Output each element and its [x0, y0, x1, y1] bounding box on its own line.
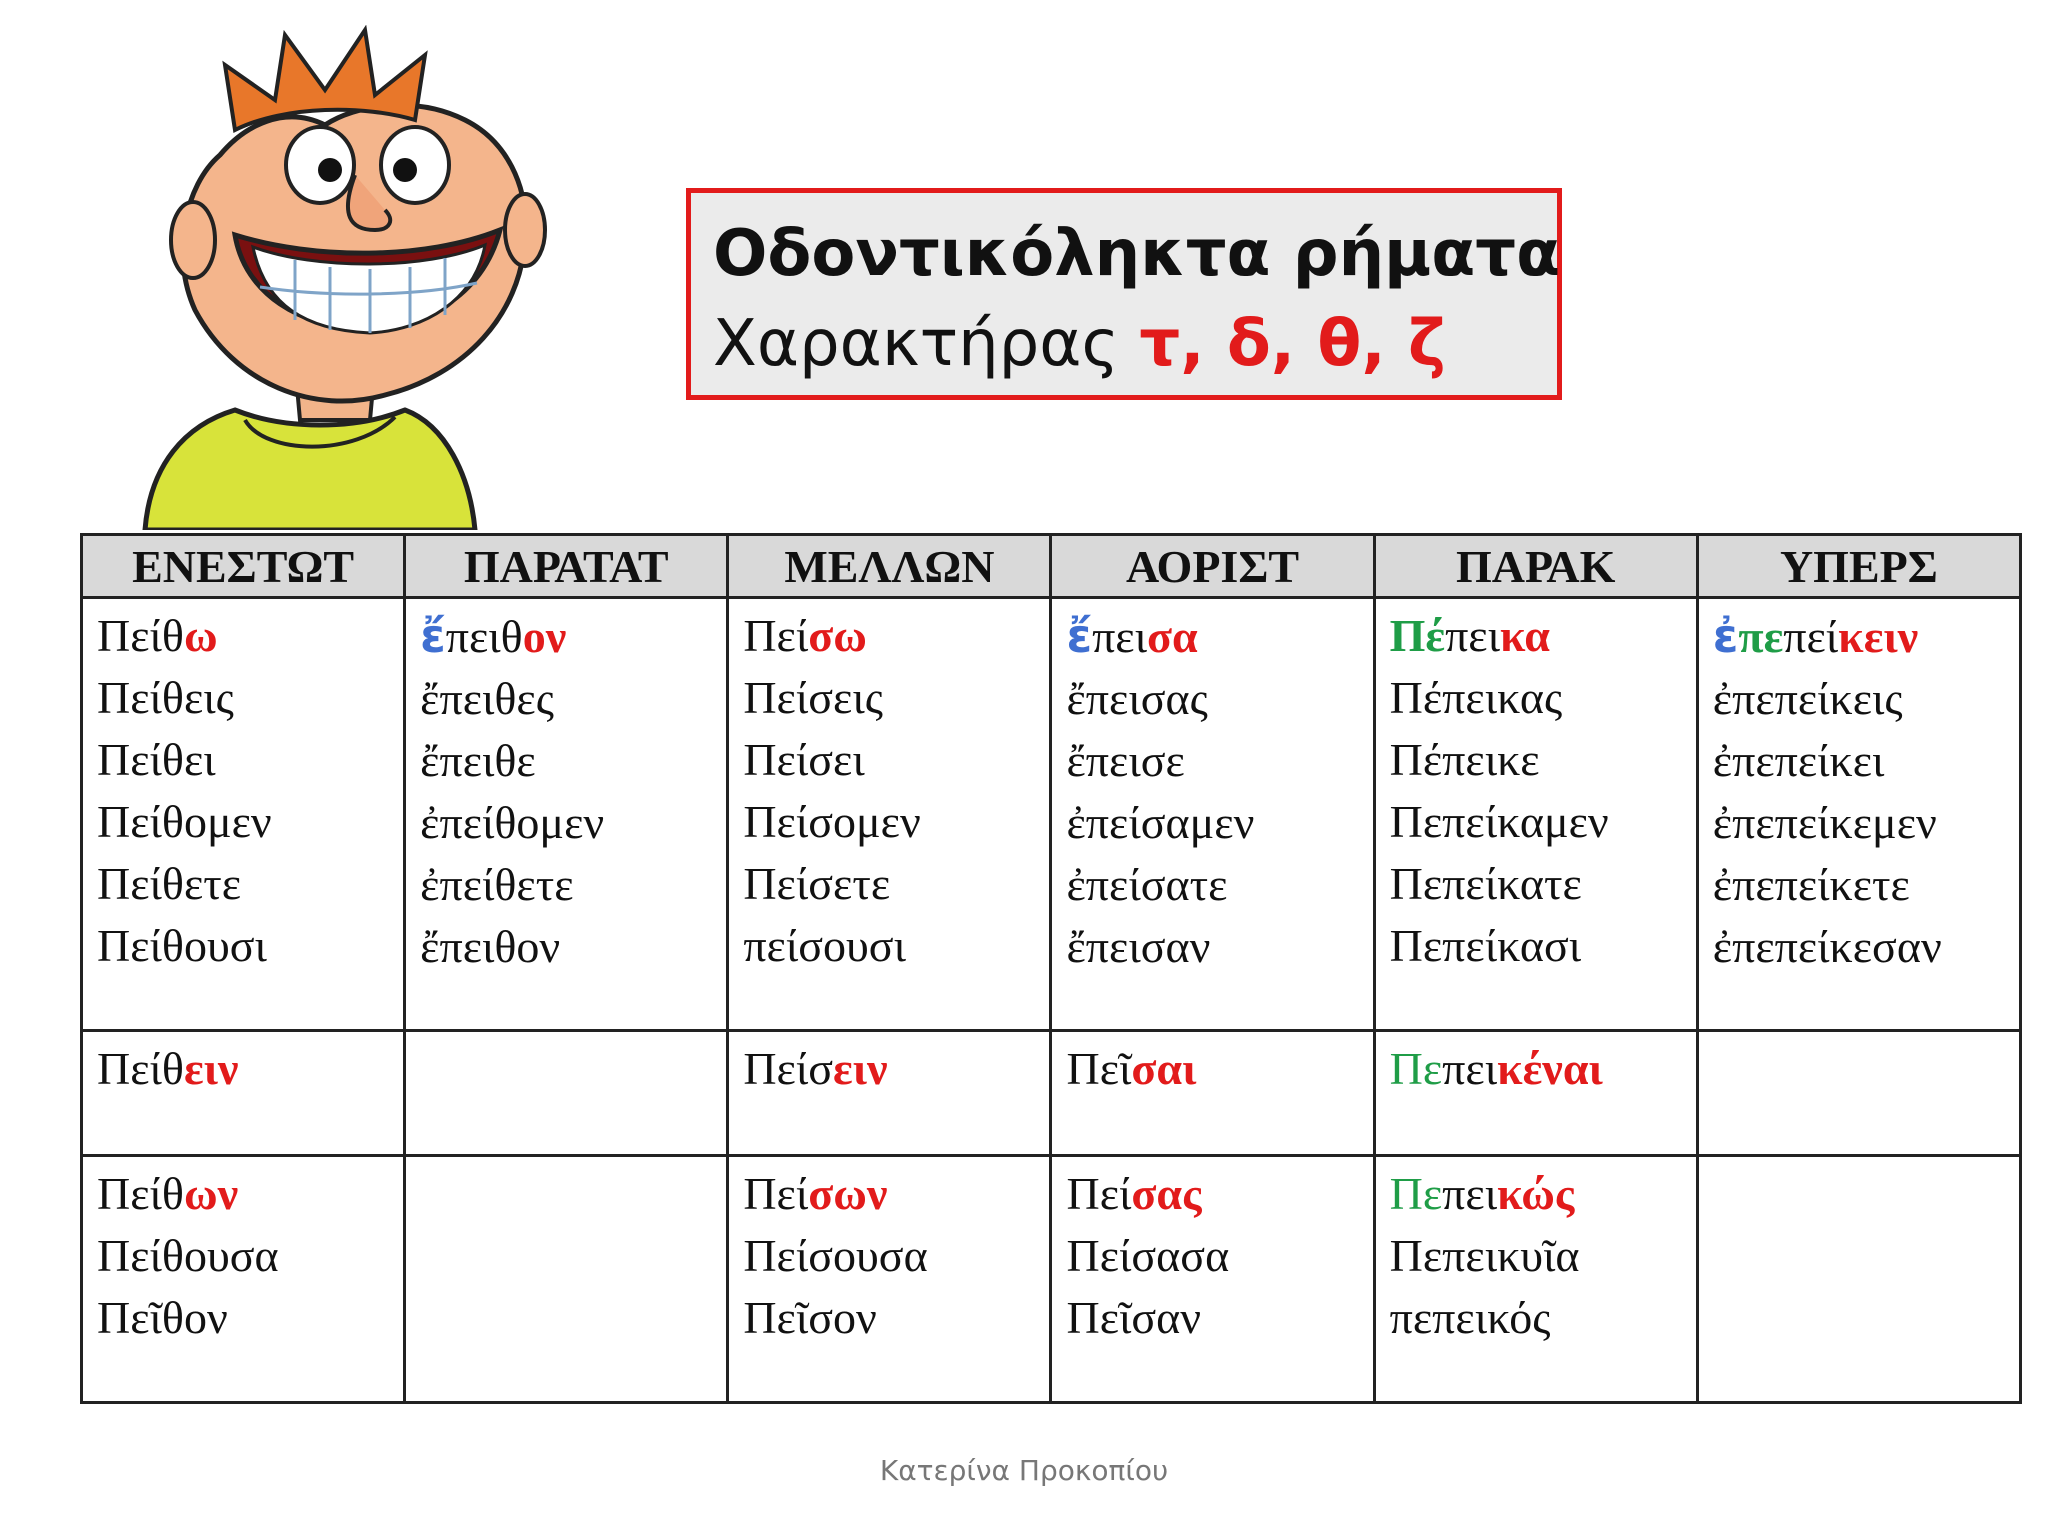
- form-line: ἐπείθετε: [420, 859, 574, 910]
- augment: ἔ: [1066, 609, 1093, 663]
- form-line: ἐπεπείκει: [1712, 735, 1885, 786]
- ending: κέναι: [1497, 1043, 1603, 1094]
- ending: ω: [183, 610, 218, 661]
- form-line: ἔπειθε: [420, 735, 536, 786]
- form-line: Πείσομεν: [743, 796, 921, 847]
- ending: ειν: [183, 1043, 239, 1094]
- form-line: Πεπείκαμεν: [1389, 796, 1609, 847]
- form-line: [1390, 1163, 1682, 1225]
- cell-indicative-ypersyntelikos: [1697, 598, 2020, 1031]
- form-line: Πεῖσαν: [1066, 1292, 1202, 1343]
- ending: σαι: [1131, 1043, 1197, 1094]
- stem: πεί: [1783, 611, 1839, 662]
- ending: κώς: [1497, 1168, 1575, 1219]
- infinitive-row: [82, 1031, 2021, 1156]
- cell-participle-ypersyntelikos: [1697, 1156, 2020, 1403]
- form-line: [1390, 605, 1682, 667]
- form-line: Πείσασα: [1066, 1230, 1230, 1281]
- reduplication: Πέ: [1389, 610, 1446, 661]
- title: Οδοντικόληκτα ρήματα: [713, 217, 1561, 291]
- augment: ἐ: [1712, 609, 1739, 663]
- form-line: [420, 605, 712, 668]
- form-line: Πείσεις: [743, 672, 883, 723]
- form-line: [97, 605, 389, 667]
- conjugation-table: [80, 533, 2022, 1404]
- cell-indicative-parakeimenos: [1374, 598, 1697, 1031]
- form-line: [97, 1038, 389, 1100]
- stem: Πεί: [1066, 1168, 1132, 1219]
- form-line: Πείσει: [743, 734, 865, 785]
- form-line: ἔπεισε: [1066, 735, 1185, 786]
- form-line: πείσουσι: [743, 920, 906, 971]
- form-line: [97, 1163, 389, 1225]
- ending: κα: [1499, 610, 1550, 661]
- cell-indicative-mellon: [728, 598, 1051, 1031]
- form-line: [1390, 1038, 1682, 1100]
- form-line: [1066, 605, 1358, 668]
- cell-indicative-enestotas: [82, 598, 405, 1031]
- grinning-boy-illustration: [125, 25, 595, 530]
- stem: πει: [1092, 611, 1147, 662]
- form-line: ἐπείθομεν: [420, 797, 605, 848]
- form-line: [1066, 1163, 1358, 1225]
- form-line: Πείθομεν: [97, 796, 272, 847]
- header-parakeimenos: ΠΑΡΑΚ: [1374, 535, 1697, 598]
- stem: Πείσ: [743, 1043, 834, 1094]
- cell-participle-parakeimenos: [1374, 1156, 1697, 1403]
- subtitle: [713, 299, 1535, 389]
- form-line: ἐπείσατε: [1066, 859, 1228, 910]
- header-enestotas: ΕΝΕΣΤΩΤ: [82, 535, 405, 598]
- ending: σω: [808, 610, 867, 661]
- stem: πει: [1445, 610, 1500, 661]
- form-line: Πεπεικυῖα: [1389, 1230, 1580, 1281]
- form-line: ἐπεπείκετε: [1712, 859, 1910, 910]
- title-box: [686, 188, 1562, 400]
- header-mellon: ΜΕΛΛΩΝ: [728, 535, 1051, 598]
- form-line: [743, 605, 1035, 667]
- stem: πει: [1442, 1043, 1498, 1094]
- form-line: Πείθετε: [97, 858, 242, 909]
- participle-row: [82, 1156, 2021, 1403]
- ending: ον: [522, 611, 567, 662]
- form-line: Πεπείκασι: [1389, 920, 1582, 971]
- form-line: πεπεικός: [1389, 1292, 1551, 1343]
- cell-indicative-aoristos: [1051, 598, 1374, 1031]
- stem: Πεῖ: [1066, 1043, 1132, 1094]
- ending: σων: [808, 1168, 888, 1219]
- subtitle-prefix: Χαρακτήρας: [713, 307, 1120, 381]
- cell-participle-mellon: [728, 1156, 1051, 1403]
- cell-indicative-paratatikos: [405, 598, 728, 1031]
- ending: σα: [1147, 611, 1198, 662]
- form-line: Πείθει: [97, 734, 216, 785]
- form-line: Πέπεικε: [1389, 734, 1540, 785]
- subtitle-letters: τ, δ, θ, ζ: [1139, 307, 1446, 381]
- header-aoristos: ΑΟΡΙΣΤ: [1051, 535, 1374, 598]
- form-line: [743, 1163, 1035, 1225]
- reduplication: Πε: [1389, 1168, 1443, 1219]
- form-line: Πεῖθον: [97, 1292, 228, 1343]
- form-line: ἐπεπείκεσαν: [1712, 921, 1942, 972]
- cell-infinitive-enestotas: [82, 1031, 405, 1156]
- stem: πειθ: [445, 611, 523, 662]
- stem: Πεί: [743, 610, 809, 661]
- header-row: [82, 535, 2021, 598]
- form-line: Πεπείκατε: [1389, 858, 1582, 909]
- form-line: [1066, 1038, 1358, 1100]
- form-line: Πείθουσα: [97, 1230, 279, 1281]
- header-ypersyntelikos: ΥΠΕΡΣ: [1697, 535, 2020, 598]
- header-paratatikos: ΠΑΡΑΤΑΤ: [405, 535, 728, 598]
- form-line: Πείθεις: [97, 672, 234, 723]
- form-line: ἔπειθες: [420, 673, 554, 724]
- cell-infinitive-parakeimenos: [1374, 1031, 1697, 1156]
- stem: Πείθ: [97, 610, 184, 661]
- ending: κειν: [1838, 611, 1919, 662]
- stem: Πεί: [743, 1168, 809, 1219]
- stem: Πείθ: [97, 1168, 184, 1219]
- form-line: ἐπεπείκεις: [1712, 673, 1903, 724]
- augment: ἔ: [420, 609, 446, 663]
- cell-infinitive-ypersyntelikos: [1697, 1031, 2020, 1156]
- form-line: Πεῖσον: [743, 1292, 877, 1343]
- form-line: Πείσουσα: [743, 1230, 928, 1281]
- cell-participle-enestotas: [82, 1156, 405, 1403]
- form-line: ἐπεπείκεμεν: [1712, 797, 1937, 848]
- ending: σας: [1131, 1168, 1202, 1219]
- form-line: ἔπεισαν: [1066, 921, 1211, 972]
- cell-infinitive-paratatikos: [405, 1031, 728, 1156]
- cell-participle-paratatikos: [405, 1156, 728, 1403]
- form-line: [743, 1038, 1035, 1100]
- cell-infinitive-mellon: [728, 1031, 1051, 1156]
- stem: Πείθ: [97, 1043, 184, 1094]
- form-line: Πείσετε: [743, 858, 891, 909]
- form-line: ἐπείσαμεν: [1066, 797, 1255, 848]
- ending: ειν: [833, 1043, 888, 1094]
- cell-infinitive-aoristos: [1051, 1031, 1374, 1156]
- stem: πει: [1442, 1168, 1498, 1219]
- cell-participle-aoristos: [1051, 1156, 1374, 1403]
- footer-author: Κατερίνα Προκοπίου: [879, 1454, 1169, 1487]
- form-line: ἔπειθον: [420, 921, 561, 972]
- reduplication: πε: [1738, 611, 1784, 662]
- reduplication: Πε: [1389, 1043, 1443, 1094]
- ending: ων: [183, 1168, 239, 1219]
- form-line: Πείθουσι: [97, 920, 267, 971]
- form-line: ἔπεισας: [1066, 673, 1208, 724]
- indicative-row: [82, 598, 2021, 1031]
- form-line: [1713, 605, 2005, 668]
- form-line: Πέπεικας: [1389, 672, 1563, 723]
